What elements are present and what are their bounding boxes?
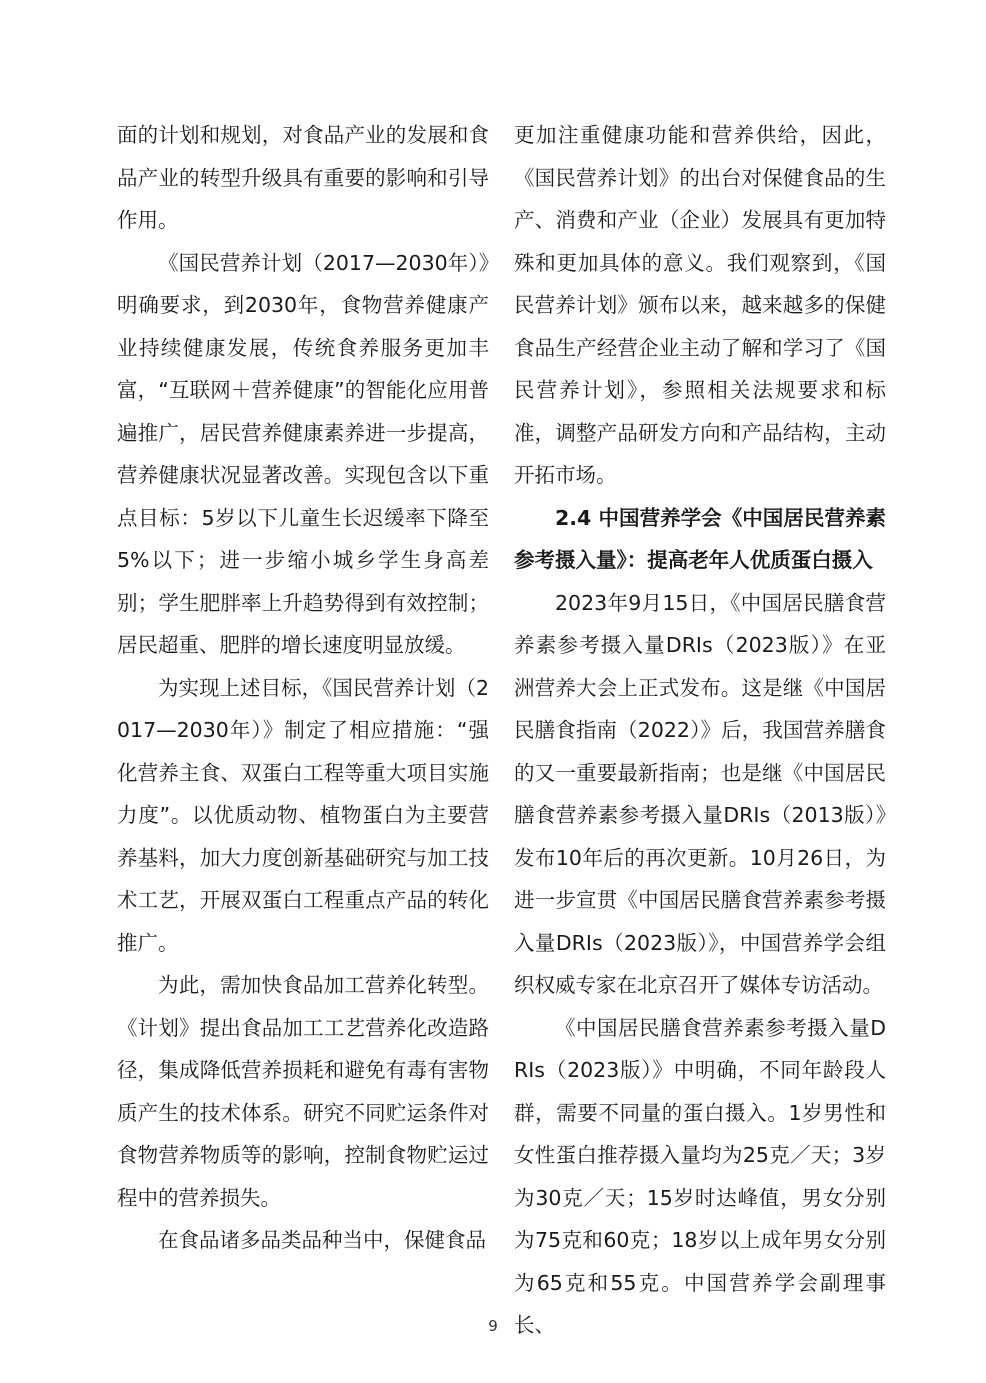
- left-paragraph-5: 在食品诸多品类品种当中，保健食品: [158, 1228, 486, 1252]
- left-paragraph-4: 为此，需加快食品加工营养化转型。《计划》提出食品加工工艺营养化改造路径，集成降低营养损耗和避免有毒有害物质产生的技术体系。研究不同贮运条件对食物营养物质等的影响，控制食物贮运过程中的营养损失。: [117, 973, 489, 1210]
- right-column: [514, 114, 886, 1347]
- section-heading: 2.4 中国营养学会《中国居民营养素参考摄入量》：提高老年人优质蛋白摄入: [514, 505, 886, 572]
- page-number: 9: [488, 1317, 498, 1335]
- right-paragraph-1: 更加注重健康功能和营养供给，因此，《国民营养计划》的出台对保健食品的生产、消费和产业（企业）发展具有更加特殊和更加具体的意义。我们观察到，《国民营养计划》颁布以来，越来越多的保健食品生产经营企业主动了解和学习了《国民营养计划》，参照相关法规要求和标准，调整产品研发方向和产品结构，主动开拓市场。: [514, 123, 886, 487]
- left-column: [117, 114, 489, 1262]
- right-paragraph-2: 2023年9月15日，《中国居民膳食营养素参考摄入量DRIs（2023版）》在亚洲营养大会上正式发布。这是继《中国居民膳食指南（2022）》后，我国营养膳食的又一重要最新指南；也是继《中国居民膳食营养素参考摄入量DRIs（2013版）》发布10年后的再次更新。10月26日，为进一步宣贯《中国居民膳食营养素参考摄入量DRIs（2023版）》，中国营养学会组织权威专家在北京召开了媒体专访活动。: [514, 590, 886, 997]
- left-paragraph-2: 《国民营养计划（2017—2030年）》明确要求，到2030年，食物营养健康产业持续健康发展，传统食养服务更加丰富，“互联网＋营养健康”的智能化应用普遍推广，居民营养健康素养进一步提高，营养健康状况显著改善。实现包含以下重点目标：5岁以下儿童生长迟缓率下降至5%以下；进一步缩小城乡学生身高差别；学生肥胖率上升趋势得到有效控制；居民超重、肥胖的增长速度明显放缓。: [117, 250, 489, 657]
- right-paragraph-3: 《中国居民膳食营养素参考摄入量DRIs（2023版）》中明确，不同年龄段人群，需要不同量的蛋白摄入。1岁男性和女性蛋白推荐摄入量均为25克／天；3岁为30克／天；15岁时达峰值，男女分别为75克和60克；18岁以上成年男女分别为65克和55克。中国营养学会副理事长、: [514, 1015, 886, 1337]
- left-paragraph-1: 面的计划和规划，对食品产业的发展和食品产业的转型升级具有重要的影响和引导作用。: [117, 123, 489, 232]
- left-paragraph-3: 为实现上述目标，《国民营养计划（2017—2030年）》制定了相应措施：“强化营养主食、双蛋白工程等重大项目实施力度”。以优质动物、植物蛋白为主要营养基料，加大力度创新基础研究与加工技术工艺，开展双蛋白工程重点产品的转化推广。: [117, 675, 489, 955]
